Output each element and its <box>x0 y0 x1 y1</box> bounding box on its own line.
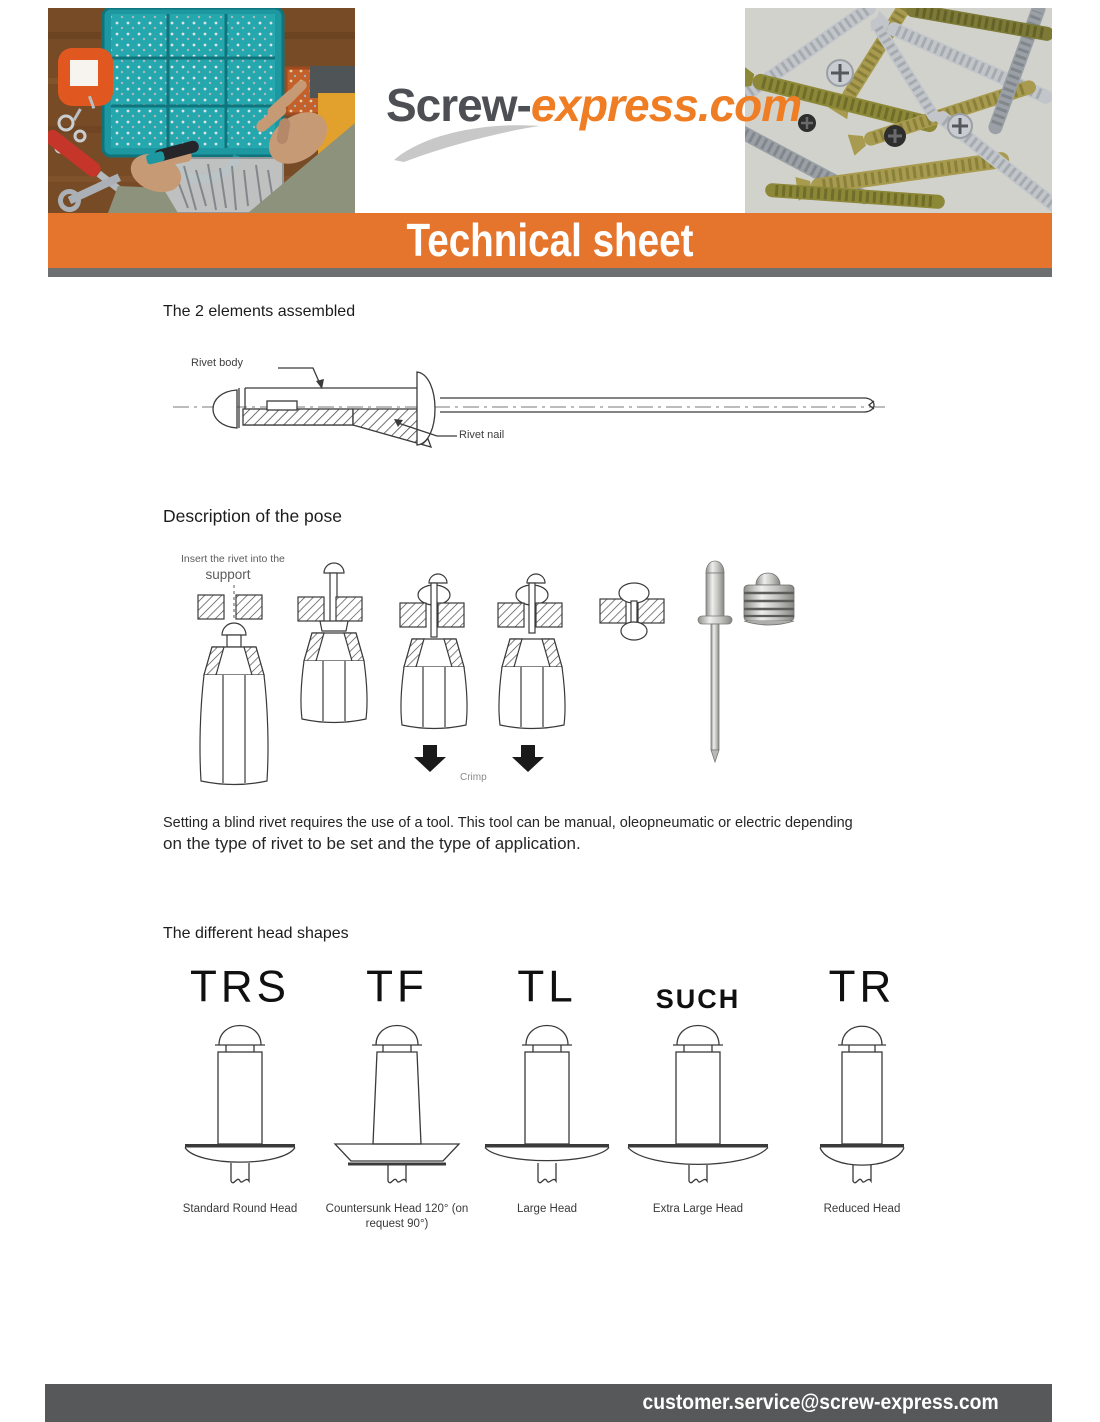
crimp-label: Crimp <box>460 772 487 783</box>
brand-logo-gray-part: Screw- <box>386 79 531 131</box>
head-code-trs: TRS <box>190 961 290 1012</box>
pose-step-2 <box>298 563 367 723</box>
insert-caption-line2: support <box>205 567 251 582</box>
pose-step-4 <box>498 574 565 729</box>
head-shape-trs-diagram <box>165 1014 315 1189</box>
head-col-trs <box>160 962 320 1217</box>
banner-divider <box>48 268 1052 277</box>
head-col-tf <box>317 962 477 1232</box>
head-shape-tr-diagram <box>787 1014 937 1189</box>
nozzle-photo <box>744 573 794 625</box>
footer-bar <box>45 1384 1052 1422</box>
pose-steps-diagram <box>150 555 830 790</box>
head-label-such: Extra Large Head <box>652 1203 744 1215</box>
pose-step-1 <box>198 585 268 785</box>
head-label-tr: Reduced Head <box>823 1203 901 1215</box>
pose-paragraph-line2: on the type of rivet to be set and the type of application. <box>163 834 581 853</box>
head-col-tr <box>782 962 942 1217</box>
head-label-tl: Large Head <box>516 1203 578 1215</box>
pose-paragraph-line1: Setting a blind rivet requires the use of a tool. This tool can be manual, oleopneumatic or electric depending <box>163 815 853 831</box>
pose-step-5 <box>600 583 664 640</box>
down-arrow-icon <box>512 745 544 772</box>
assembled-section-title: The 2 elements assembled <box>163 303 356 320</box>
footer-email-link[interactable]: customer.service@screw-express.com <box>642 1391 999 1414</box>
insert-caption-line1: Insert the rivet into the <box>181 553 285 565</box>
head-label-trs: Standard Round Head <box>182 1203 298 1215</box>
head-col-tl <box>467 962 627 1217</box>
logo-swoosh-icon <box>388 120 546 162</box>
head-col-such <box>618 962 778 1217</box>
head-label-tf: Countersunk Head 120° (on request 90°) <box>325 1203 469 1230</box>
banner-title: Technical sheet <box>406 214 694 266</box>
technical-sheet-banner <box>48 213 1052 268</box>
pose-step-3 <box>400 574 467 729</box>
workbench-photo <box>48 8 355 213</box>
head-shape-tf-diagram <box>322 1014 472 1189</box>
head-code-tr: TR <box>828 961 896 1012</box>
heads-section-title: The different head shapes <box>163 925 349 942</box>
rivet-assembled-diagram <box>165 345 895 480</box>
head-code-tl: TL <box>517 961 577 1012</box>
down-arrow-icon <box>414 745 446 772</box>
brand-logo-orange-part: express.com <box>530 79 802 131</box>
rivet-photo <box>698 561 732 762</box>
pose-section-title: Description of the pose <box>163 506 342 526</box>
head-code-such: SUCH <box>655 984 741 1014</box>
head-code-tf: TF <box>366 961 428 1012</box>
head-shape-such-diagram <box>623 1014 773 1189</box>
rivet-nail-label: Rivet nail <box>459 429 505 441</box>
head-shape-tl-diagram <box>472 1014 622 1189</box>
rivet-body-label: Rivet body <box>191 357 243 369</box>
